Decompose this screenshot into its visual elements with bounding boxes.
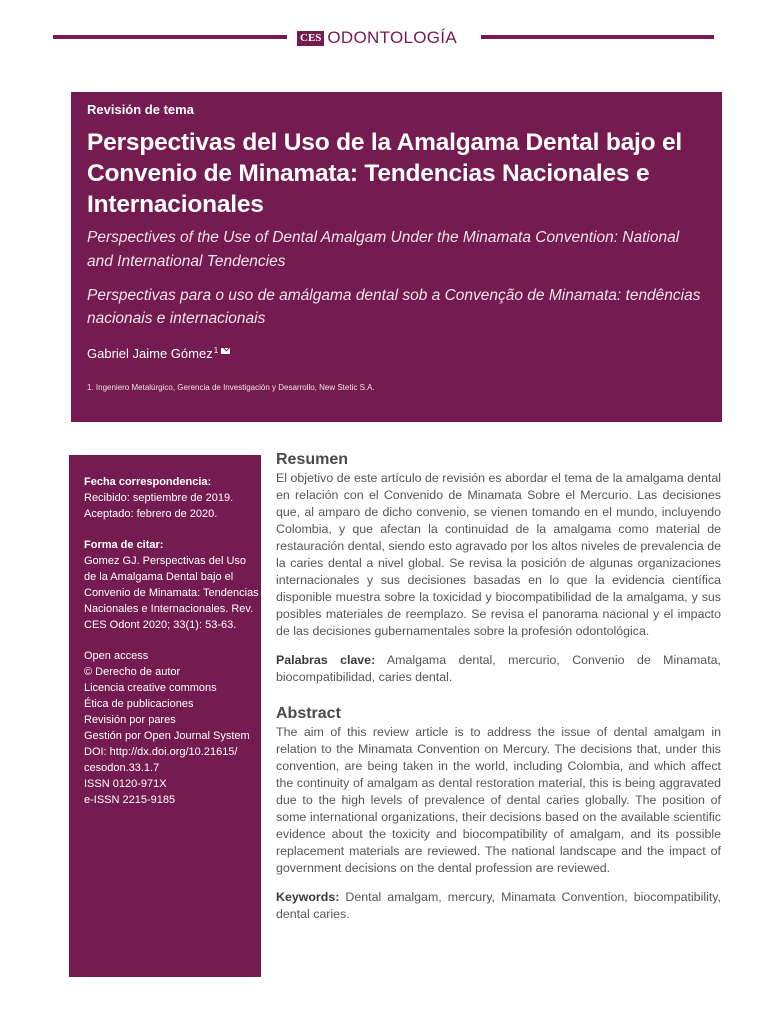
main-content — [276, 450, 721, 923]
doi-link-cont[interactable]: cesodon.33.1.7 — [84, 762, 160, 774]
resumen-text: El objetivo de este artículo de revisión es abordar el tema de la amalgama dental en relación con el Convenido de Minamata Sobre el Mercurio. Las decisiones que, al amparo de dicho convenio, se vienen tomando en el mundo, incluyendo Colombia, y que afectan la continuidad de la amalgama como material de restauración dental, siendo esto agravado por los altos niveles de prevalencia de la caries dental a nivel global. Se revisa la posición de algunas organizaciones internacionales y sus decisiones basadas en lo que la evidencia científica disponible muestra sobre la toxicidad y biocompatibilidad de la amalgama, y sus posibles materiales de reemplazo. Se revisa el panorama nacional y el impacto de las decisiones gubernamentales sobre la profesión odontológica. — [276, 471, 721, 638]
copyright: © Derecho de autor — [84, 666, 181, 678]
cite-line: Gomez GJ. Perspectivas del Uso — [84, 555, 247, 567]
keywords-label-en: Keywords: — [276, 890, 340, 904]
ojs-link[interactable]: Gestión por Open Journal System — [84, 730, 250, 742]
publication-info-block — [84, 648, 251, 808]
journal-name: ODONTOLOGÍA — [327, 28, 457, 47]
cite-line: Convenio de Minamata: Tendencias — [84, 587, 259, 599]
article-title-english: Perspectives of the Use of Dental Amalgam Under the Minamata Convention: National and International Tendencies — [87, 229, 680, 270]
open-access: Open access — [84, 650, 149, 662]
received-date: Recibido: septiembre de 2019. — [84, 492, 234, 504]
issn: ISSN 0120-971X — [84, 778, 167, 790]
keywords-en: Dental amalgam, mercury, Minamata Convention, biocompatibility, dental caries. — [276, 890, 721, 921]
abstract-heading: Abstract — [276, 705, 341, 722]
author-affiliation: 1. Ingeniero Metalúrgico, Gerencia de Investigación y Desarrollo, New Stetic S.A. — [87, 383, 375, 392]
article-title-portuguese: Perspectivas para o uso de amálgama dental sob a Convenção de Minamata: tendências nacionais e internacionais — [87, 287, 701, 327]
cite-line: Nacionales e Internacionales. Rev. — [84, 603, 254, 615]
ethics-link[interactable]: Ética de publicaciones — [84, 698, 194, 710]
article-info-sidebar — [69, 455, 261, 977]
article-header — [71, 92, 722, 422]
article-title: Perspectivas del Uso de la Amalgama Dental bajo el Convenio de Minamata: Tendencias Nacionales e Internacionales — [87, 129, 683, 218]
author-affiliation-mark: 1 — [213, 346, 219, 355]
peer-review-link[interactable]: Revisión por pares — [84, 714, 176, 726]
cite-line: de la Amalgama Dental bajo el — [84, 571, 234, 583]
keywords-es: Amalgama dental, mercurio, Convenio de Minamata, biocompatibilidad, caries dental. — [276, 653, 721, 684]
abstract-keywords — [276, 889, 721, 923]
header-rule-right — [481, 35, 714, 39]
cite-label: Forma de citar: — [84, 539, 164, 551]
dates-block — [84, 474, 251, 522]
ces-logo: CES — [297, 31, 324, 46]
abstract-text: The aim of this review article is to address the issue of dental amalgam in relation to the Minamata Convention on Mercury. The decisions that, under this convention, are being taken in the world, including Colombia, and which affect the continuity of amalgam as dental restoration material, this is being aggravated due to the high levels of prevalence of dental caries globally. The position of some international organizations, their decisions based on the available scientific evidence about the toxicity and biocompatibility of amalgam, and its possible replacement materials are reviewed. The national landscape and the impact of government decisions on the dental profession are reviewed. — [276, 725, 721, 875]
author-line — [87, 346, 706, 361]
cite-line: CES Odont 2020; 33(1): 53-63. — [84, 619, 237, 631]
resumen-heading: Resumen — [276, 451, 349, 468]
keywords-label-es: Palabras clave: — [276, 653, 376, 667]
e-issn: e-ISSN 2215-9185 — [84, 794, 176, 806]
email-icon[interactable] — [221, 348, 230, 354]
doi-link[interactable]: DOI: http://dx.doi.org/10.21615/ — [84, 746, 238, 758]
dates-label: Fecha correspondencia: — [84, 476, 212, 488]
resumen-keywords — [276, 652, 721, 686]
journal-masthead — [297, 27, 477, 49]
citation-block — [84, 537, 259, 633]
license-link[interactable]: Licencia creative commons — [84, 682, 217, 694]
header-rule-left — [53, 35, 287, 39]
accepted-date: Aceptado: febrero de 2020. — [84, 508, 218, 520]
section-label: Revisión de tema — [87, 102, 194, 117]
author-name: Gabriel Jaime Gómez — [87, 346, 213, 361]
